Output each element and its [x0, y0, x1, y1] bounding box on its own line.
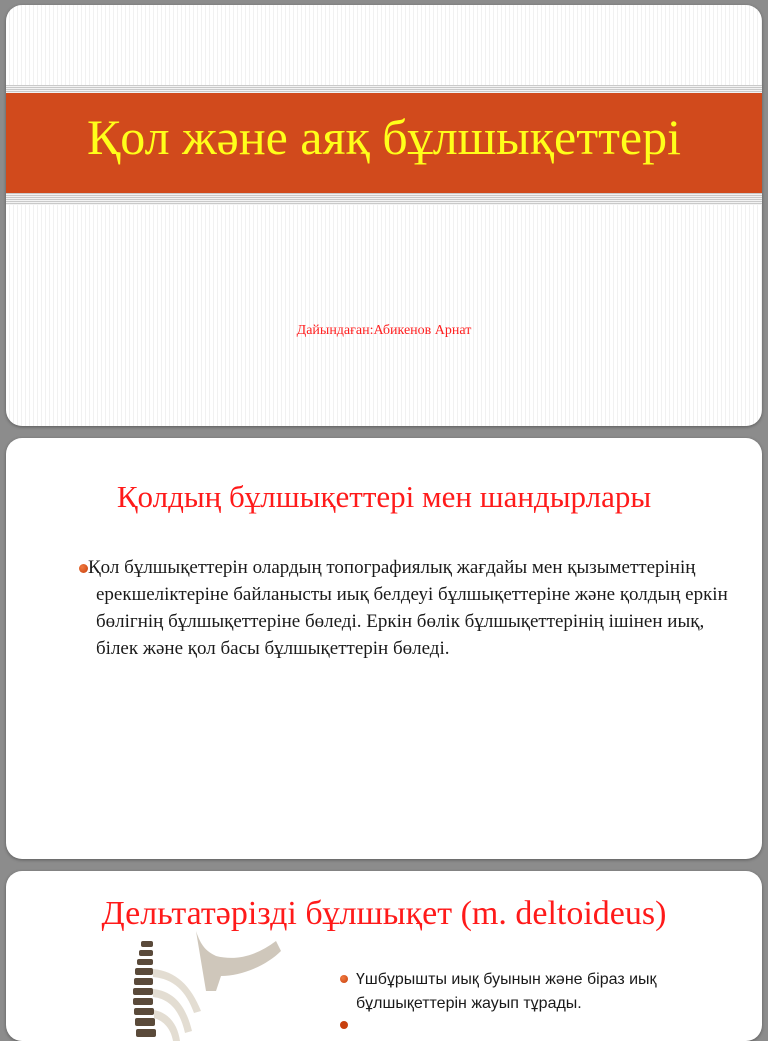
bullet-icon	[340, 1021, 348, 1029]
bullet-text: Үшбұрышты иық буынын және біраз иық бұлшықеттерін жауып тұрады.	[356, 971, 657, 1012]
bullet-icon	[340, 975, 348, 983]
author-credit: Дайындаған:Абикенов Арнат	[296, 323, 472, 338]
slide-heading: Дельтатәрізді бұлшықет (m. deltoideus)	[101, 895, 667, 932]
slide-arm-muscles[interactable]	[6, 438, 762, 859]
slide-deltoid[interactable]	[6, 871, 762, 1041]
slide-heading: Қолдың бұлшықеттері мен шандырлары	[116, 479, 652, 514]
spine-skeleton-image	[106, 931, 306, 1041]
presentation-title: Қол және аяқ бұлшықеттері	[86, 109, 682, 165]
bullet-icon	[79, 564, 88, 573]
title-band-bottom-stripes	[6, 193, 762, 205]
bullet-text: Қол бұлшықеттерін олардың топографиялық жағдайы мен қызыметтерінің ерекшеліктеріне байланысты иық белдеуі бұлшықеттеріне және қолдың еркін бөлігнің бұлшықеттеріне бөледі. Еркін бөлік бұлшықеттерінің ішінен иық, білек және қол басы бұлшықеттерін бөледі.	[88, 557, 728, 659]
title-slide[interactable]	[6, 5, 762, 426]
